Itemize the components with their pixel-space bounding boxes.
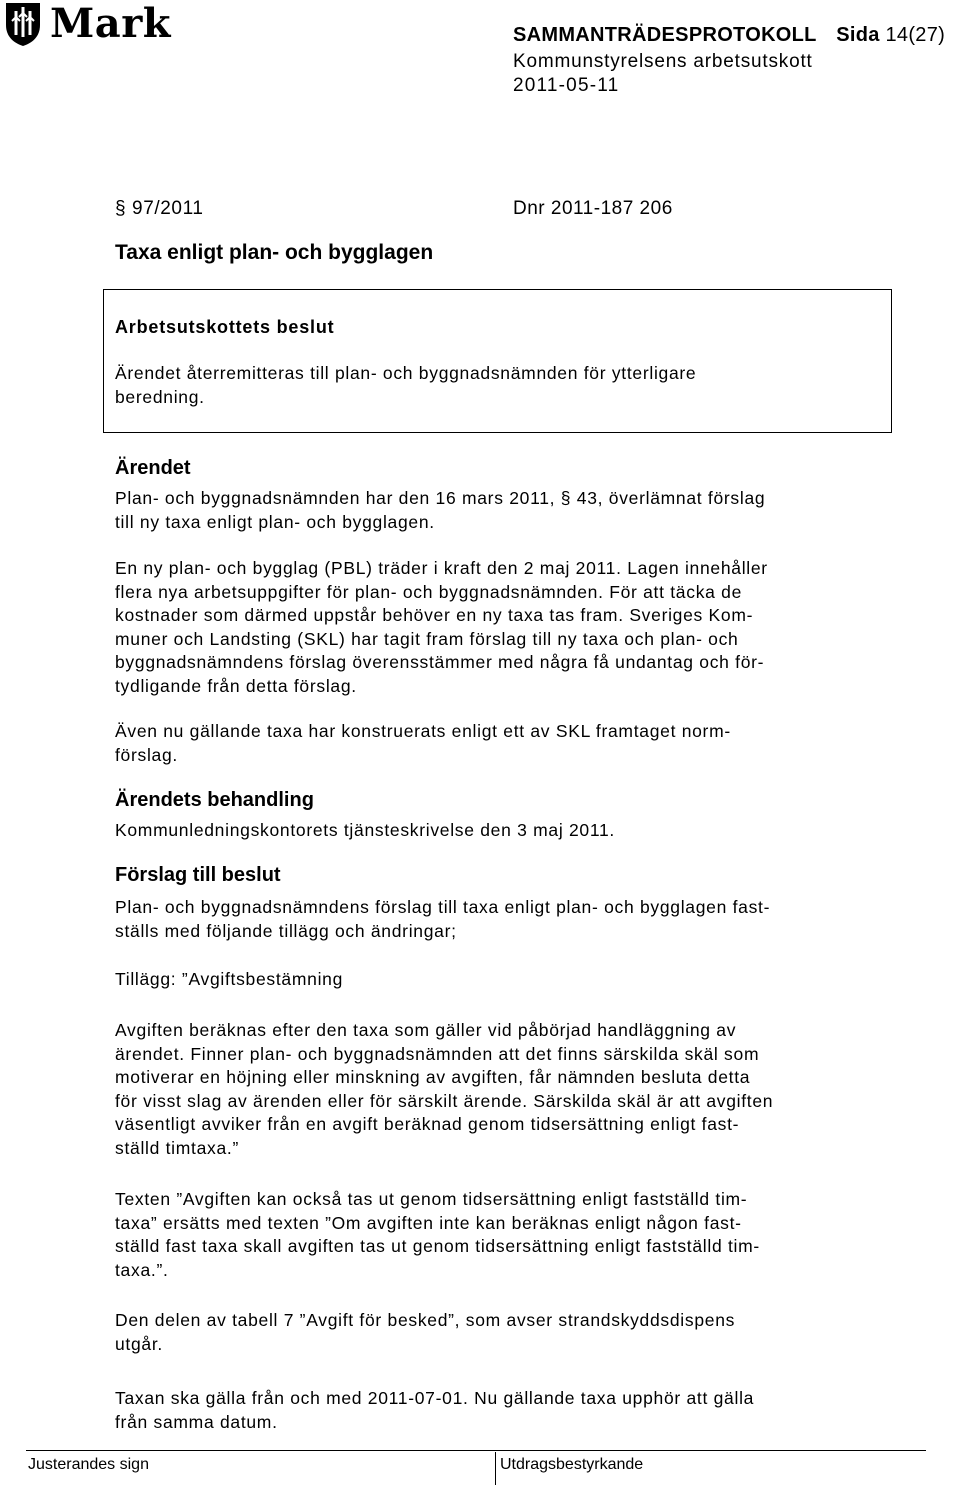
decision-box (103, 289, 892, 433)
text-line: taxa” ersätts med texten ”Om avgiften inte kan beräknas enligt någon fast- (115, 1212, 742, 1233)
text-line: beredning. (115, 386, 205, 407)
text-line: Taxan ska gälla från och med 2011-07-01. Nu gällande taxa upphör att gälla (115, 1388, 755, 1408)
text-line: utgår. (115, 1333, 163, 1354)
text-line: kostnader som därmed uppstår behöver en ny taxa tas fram. Sveriges Kom- (115, 605, 754, 625)
text-line: ställd timtaxa.” (115, 1137, 240, 1158)
municipality-logo (4, 0, 171, 48)
page-label: Sida (836, 24, 880, 46)
text-line: väsentligt avviker från en avgift beräknad genom tidsersättning enligt fast- (115, 1114, 740, 1134)
decision-text (115, 362, 885, 409)
text-line: Den delen av tabell 7 ”Avgift för besked”, som avser strandskyddsdispens (115, 1310, 736, 1330)
text-line: Kommunledningskontorets tjänsteskrivelse den 3 maj 2011. (115, 820, 615, 840)
signature-label: Justerandes sign (28, 1456, 149, 1473)
text-line: förslag. (115, 744, 178, 765)
paragraph (115, 1188, 885, 1282)
text-line: Ärendet återremitteras till plan- och byggnadsnämnden för ytterligare (115, 363, 697, 383)
text-line: muner och Landsting (SKL) har tagit fram förslag till ny taxa och plan- och (115, 628, 739, 649)
section-number: § 97/2011 (115, 198, 204, 219)
text-line: Avgiften beräknas efter den taxa som gäller vid påbörjad handläggning av (115, 1020, 737, 1040)
section-heading-forslag: Förslag till beslut (115, 864, 281, 886)
text-line: flera nya arbetsuppgifter för plan- och byggnadsnämnden. För att täcka de (115, 581, 743, 602)
paragraph (115, 896, 885, 943)
text-line: Även nu gällande taxa har konstruerats enligt ett av SKL framtaget norm- (115, 721, 731, 741)
page-number: 14(27) (885, 24, 946, 46)
paragraph (115, 1387, 885, 1434)
decision-heading: Arbetsutskottets beslut (115, 317, 335, 337)
paragraph (115, 1019, 885, 1160)
text-line: ärendet. Finner plan- och byggnadsnämnden att det finns särskilda skäl som (115, 1043, 760, 1064)
text-line: ställd fast taxa skall avgiften tas ut genom tidsersättning enligt fastställd tim- (115, 1236, 760, 1256)
section-heading-arendet: Ärendet (115, 457, 191, 479)
footer-divider (26, 1450, 926, 1451)
text-line: byggnadsnämndens förslag överensstämmer med några få undantag och för- (115, 652, 765, 672)
text-line: från samma datum. (115, 1411, 278, 1432)
document-type: SAMMANTRÄDESPROTOKOLL (513, 24, 817, 46)
paragraph (115, 819, 885, 843)
extract-certification-label: Utdragsbestyrkande (495, 1452, 643, 1485)
meeting-date: 2011-05-11 (513, 75, 620, 96)
text-line: ställs med följande tillägg och ändringar; (115, 920, 457, 941)
text-line: En ny plan- och bygglag (PBL) träder i kraft den 2 maj 2011. Lagen innehåller (115, 558, 768, 578)
section-heading-behandling: Ärendets behandling (115, 789, 314, 811)
text-line: tydligande från detta förslag. (115, 675, 357, 696)
text-line: för visst slag av ärenden eller för särskilt ärende. Särskilda skäl är att avgiften (115, 1090, 774, 1111)
text-line: Tillägg: ”Avgiftsbestämning (115, 969, 344, 989)
paragraph (115, 487, 885, 534)
committee-name: Kommunstyrelsens arbetsutskott (513, 51, 813, 72)
text-line: Plan- och byggnadsnämnden har den 16 mars 2011, § 43, överlämnat förslag (115, 488, 766, 508)
text-line: Texten ”Avgiften kan också tas ut genom tidsersättning enligt fastställd tim- (115, 1189, 748, 1209)
text-line: motiverar en höjning eller minskning av avgiften, får nämnden besluta detta (115, 1067, 751, 1087)
text-line: till ny taxa enligt plan- och bygglagen. (115, 511, 435, 532)
text-line: taxa.”. (115, 1259, 169, 1280)
logo-wordmark: Mark (50, 0, 171, 47)
diary-number: Dnr 2011-187 206 (513, 198, 673, 219)
paragraph (115, 968, 885, 992)
paragraph (115, 1309, 885, 1356)
paragraph (115, 557, 885, 698)
paragraph (115, 720, 885, 767)
case-title: Taxa enligt plan- och bygglagen (115, 241, 434, 264)
protocol-title (513, 24, 945, 47)
coat-of-arms-icon (4, 1, 42, 47)
text-line: Plan- och byggnadsnämndens förslag till taxa enligt plan- och bygglagen fast- (115, 897, 771, 917)
